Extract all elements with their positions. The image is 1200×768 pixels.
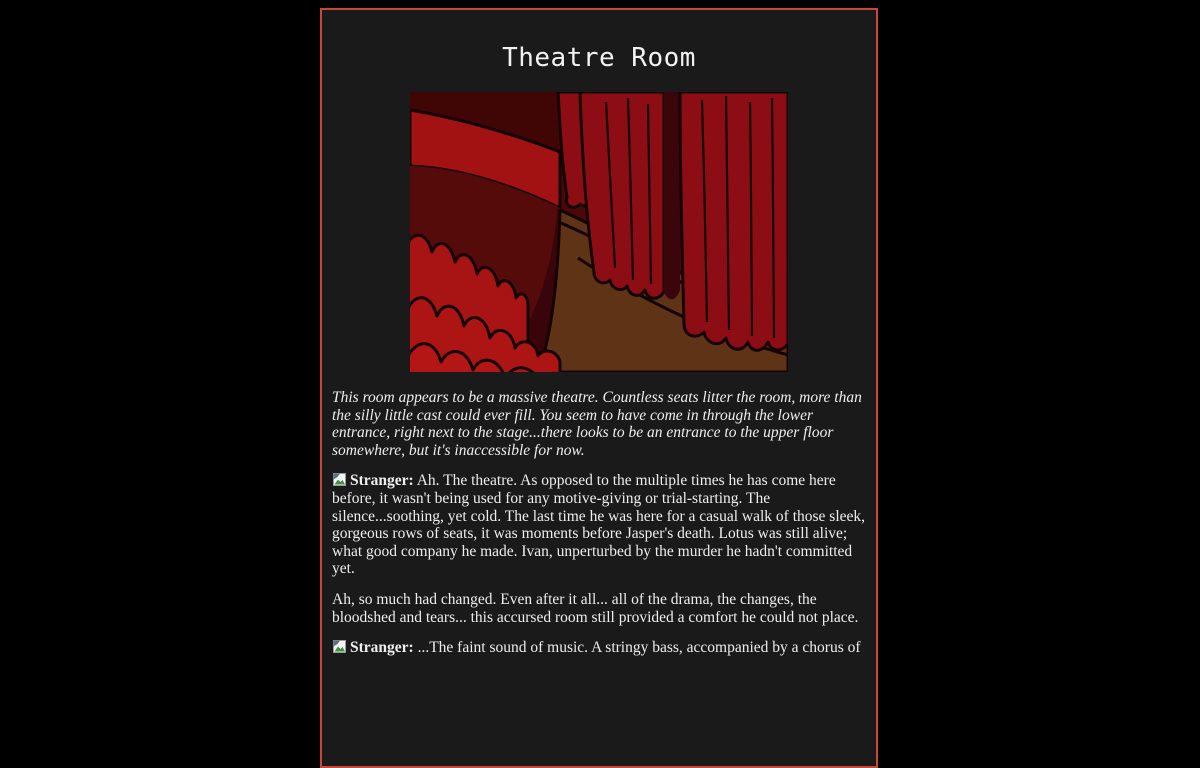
curtain-gap — [664, 92, 680, 299]
dialogue-paragraph-1 — [332, 472, 866, 578]
speaker-label: Stranger: — [350, 472, 414, 490]
broken-image-icon — [332, 639, 347, 654]
dialogue-text: ...The faint sound of music. A stringy bass, accompanied by a chorus of — [413, 639, 861, 657]
narration-text: Ah, so much had changed. Even after it all... all of the drama, the changes, the bloodshed and tears... this accursed room still provided a comfort he could not place. — [332, 590, 859, 626]
page-title: Theatre Room — [502, 43, 696, 73]
dialogue-paragraph-2 — [332, 639, 866, 657]
speaker-label: Stranger: — [350, 639, 414, 657]
narration-paragraph — [332, 591, 866, 626]
broken-image-icon — [332, 472, 347, 487]
room-illustration — [410, 92, 788, 372]
story-panel — [320, 8, 878, 768]
room-description: This room appears to be a massive theatre. Countless seats litter the room, more than the silly little cast could ever fill. You seem to have come in through the lower entrance, right next to the stage...there looks to be an entrance to the upper floor somewhere, but it's inaccessible for now. — [332, 389, 862, 459]
dialogue-text: Ah. The theatre. As opposed to the multiple times he has come here before, it wasn't being used for any motive-giving or trial-starting. The silence...soothing, yet cold. The last time he was here for a casual walk of those sleek, gorgeous rows of seats, it was moments before Jasper's death. Lotus was still alive; what good company he made. Ivan, unperturbed by the murder he hadn't committed yet. — [332, 472, 866, 578]
